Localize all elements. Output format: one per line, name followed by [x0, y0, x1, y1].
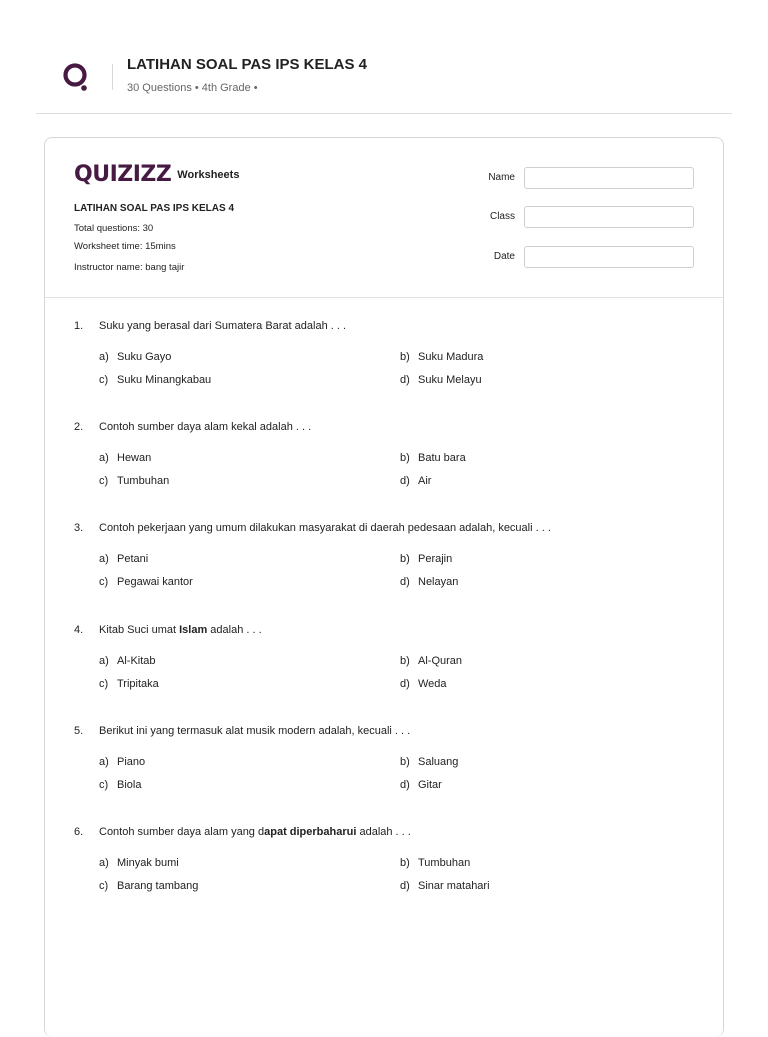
question-line	[74, 421, 704, 437]
worksheet-brand	[74, 160, 239, 186]
option-letter: c)	[99, 576, 109, 589]
option-text: Hewan	[117, 452, 152, 465]
question-item	[74, 724, 704, 791]
worksheet-title: LATIHAN SOAL PAS IPS KELAS 4	[74, 203, 235, 214]
option-letter: c)	[99, 778, 109, 791]
option-text: Suku Gayo	[117, 351, 172, 363]
option-letter: c)	[99, 475, 109, 488]
option-text: Al-Kitab	[117, 654, 156, 667]
answer-option	[400, 576, 458, 588]
question-text	[99, 522, 551, 534]
option-letter: d)	[400, 880, 410, 892]
option-letter: a)	[99, 755, 109, 768]
divider	[112, 64, 113, 90]
answer-option	[99, 779, 141, 791]
name-field[interactable]	[524, 167, 694, 189]
option-letter: d)	[400, 374, 410, 386]
answer-option	[400, 475, 431, 487]
question-text-part: Kitab Suci umat	[99, 623, 180, 636]
answer-option	[400, 374, 482, 386]
question-number: 2.	[74, 421, 84, 434]
question-item	[74, 623, 704, 690]
subtitle-text: 30 Questions • 4th Grade •	[127, 82, 258, 94]
question-number: 3.	[74, 522, 84, 535]
option-text: Tumbuhan	[117, 475, 170, 488]
answer-option	[99, 351, 171, 363]
option-letter: d)	[400, 576, 410, 589]
option-letter: a)	[99, 452, 109, 465]
option-text: Weda	[418, 677, 447, 690]
question-text-part: Berikut ini yang termasuk alat musik modern adalah, kecuali . . .	[99, 724, 411, 737]
option-letter: b)	[400, 351, 410, 363]
question-line	[74, 522, 704, 538]
option-letter: d)	[400, 677, 410, 690]
answer-option	[400, 756, 458, 768]
question-item	[74, 421, 704, 488]
question-text	[99, 320, 346, 332]
question-item	[74, 826, 704, 892]
option-text: Tripitaka	[117, 677, 159, 690]
date-label: Date	[493, 251, 515, 262]
question-number: 1.	[74, 320, 84, 332]
option-text: Perajin	[418, 553, 453, 566]
total-questions: Total questions: 30	[74, 223, 154, 234]
question-text-part: Suku yang berasal dari Sumatera Barat adalah . . .	[99, 320, 347, 332]
question-number: 5.	[74, 724, 84, 737]
option-text: Suku Melayu	[418, 374, 482, 386]
option-letter: c)	[99, 374, 109, 386]
option-letter: b)	[400, 654, 410, 667]
date-field[interactable]	[524, 246, 694, 268]
answer-option	[400, 779, 442, 791]
option-letter: b)	[400, 553, 410, 566]
name-label: Name	[488, 172, 515, 183]
top-bar	[0, 0, 768, 114]
question-text-part: Contoh sumber daya alam kekal adalah . . .	[99, 421, 312, 434]
answer-option	[99, 880, 198, 892]
option-text: Gitar	[418, 778, 442, 791]
answer-option	[99, 374, 211, 386]
question-text	[99, 624, 262, 636]
brand-suffix: Worksheets	[177, 169, 240, 181]
page-title: LATIHAN SOAL PAS IPS KELAS 4	[127, 56, 368, 73]
divider	[45, 297, 723, 298]
option-text: Piano	[117, 755, 146, 768]
option-text: Al-Quran	[418, 654, 463, 667]
option-text: Tumbuhan	[418, 857, 471, 869]
answer-option	[400, 655, 462, 667]
option-letter: d)	[400, 475, 410, 488]
answer-option	[400, 880, 490, 892]
answer-option	[400, 452, 466, 464]
option-letter: c)	[99, 677, 109, 690]
answer-option	[400, 553, 452, 565]
question-item	[74, 320, 704, 386]
answer-option	[400, 351, 483, 363]
answer-option	[99, 452, 151, 464]
question-text-part: Contoh sumber daya alam yang d	[99, 826, 265, 838]
answer-option	[99, 475, 169, 487]
option-letter: b)	[400, 857, 410, 869]
answer-option	[99, 576, 193, 588]
option-text: Suku Minangkabau	[117, 374, 212, 386]
option-text: Barang tambang	[117, 880, 199, 892]
option-text: Minyak bumi	[117, 857, 179, 869]
answer-option	[99, 756, 145, 768]
option-text: Suku Madura	[418, 351, 484, 363]
answer-option	[99, 857, 179, 869]
answer-option	[400, 857, 470, 869]
option-letter: a)	[99, 351, 109, 363]
question-item	[74, 522, 704, 589]
worksheet	[44, 137, 724, 1037]
class-field[interactable]	[524, 206, 694, 228]
class-label: Class	[489, 211, 515, 222]
brand-logo: QUIZIZZ	[74, 162, 172, 187]
divider	[36, 113, 732, 114]
question-text-part: adalah . . .	[356, 826, 411, 838]
question-text-part: adalah . . .	[207, 623, 262, 636]
option-letter: a)	[99, 857, 109, 869]
answer-option	[400, 678, 447, 690]
quizizz-logo-icon	[62, 62, 90, 92]
option-text: Petani	[117, 553, 149, 566]
option-text: Sinar matahari	[418, 880, 490, 892]
question-line	[74, 725, 704, 741]
question-text	[99, 826, 411, 838]
answer-option	[99, 553, 148, 565]
option-letter: d)	[400, 778, 410, 791]
question-text	[99, 421, 311, 433]
question-number: 6.	[74, 826, 84, 838]
option-letter: a)	[99, 553, 109, 566]
worksheet-time: Worksheet time: 15mins	[74, 241, 176, 252]
question-text-part: Contoh pekerjaan yang umum dilakukan masyarakat di daerah pedesaan adalah, kecuali . . .	[99, 522, 551, 535]
option-letter: a)	[99, 654, 109, 667]
page-subtitle	[127, 82, 258, 94]
question-text-bold: apat diperbaharui	[264, 826, 357, 838]
option-text: Air	[418, 475, 432, 488]
option-letter: c)	[99, 880, 109, 892]
instructor-name: Instructor name: bang tajir	[74, 262, 185, 273]
option-text: Pegawai kantor	[117, 576, 193, 589]
question-line	[74, 624, 704, 640]
question-line	[74, 826, 704, 842]
option-text: Nelayan	[418, 576, 459, 589]
answer-option	[99, 678, 159, 690]
option-letter: b)	[400, 452, 410, 465]
option-text: Biola	[117, 778, 142, 791]
question-number: 4.	[74, 623, 84, 636]
option-text: Batu bara	[418, 452, 466, 465]
question-line	[74, 320, 704, 336]
option-letter: b)	[400, 755, 410, 768]
option-text: Saluang	[418, 755, 459, 768]
question-text-bold: Islam	[179, 623, 208, 636]
question-text	[99, 725, 410, 737]
answer-option	[99, 655, 156, 667]
